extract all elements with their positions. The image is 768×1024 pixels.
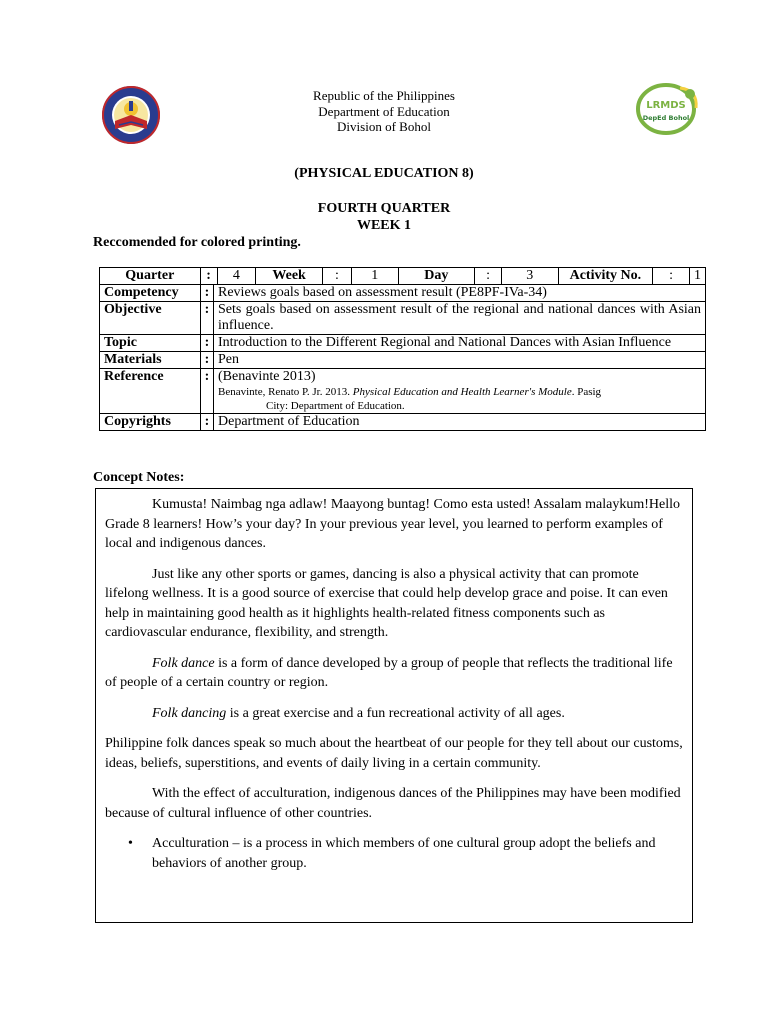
objective-row bbox=[100, 302, 706, 335]
week-label: Week bbox=[256, 268, 323, 284]
subject-title: (PHYSICAL EDUCATION 8) bbox=[294, 166, 474, 181]
objective-colon: : bbox=[201, 302, 214, 335]
activity-colon: : bbox=[653, 268, 690, 284]
quarter-label: Quarter bbox=[100, 268, 200, 284]
week-value: 1 bbox=[351, 268, 398, 284]
header-republic: Republic of the Philippines bbox=[313, 88, 455, 103]
folk-dance-definition: is a form of dance developed by a group of people that reflects the traditional life of people of a certain country or region. bbox=[105, 655, 673, 690]
activity-value: 1 bbox=[694, 268, 701, 283]
reference-detail-city: City: Department of Education. bbox=[266, 400, 405, 412]
quarter-title-block bbox=[234, 200, 534, 234]
topic-label: Topic bbox=[100, 335, 201, 352]
copyrights-value: Department of Education bbox=[214, 414, 706, 431]
lrmds-logo-subtext: DepEd Bohol bbox=[642, 114, 690, 122]
materials-label: Materials bbox=[100, 352, 201, 369]
competency-row bbox=[100, 285, 706, 302]
materials-row bbox=[100, 352, 706, 369]
day-colon: : bbox=[475, 268, 502, 284]
reference-value: (Benavinte 2013) bbox=[218, 369, 316, 384]
concept-notes-heading: Concept Notes: bbox=[93, 470, 185, 485]
notes-bullet-list bbox=[105, 834, 683, 873]
bullet-icon: • bbox=[128, 836, 133, 851]
acculturation-definition: Acculturation – is a process in which members of one cultural group adopt the beliefs and behaviors of another group. bbox=[152, 836, 656, 871]
reference-detail-title: Physical Education and Health Learner's Module bbox=[352, 386, 572, 398]
competency-value: Reviews goals based on assessment result (PE8PF-IVa-34) bbox=[214, 285, 706, 302]
header-division: Division of Bohol bbox=[337, 119, 431, 134]
notes-paragraph-acculturation-effect: With the effect of acculturation, indigenous dances of the Philippines may have been modified because of cultural influence of other countries. bbox=[105, 786, 681, 821]
list-item bbox=[105, 834, 683, 873]
materials-colon: : bbox=[201, 352, 214, 369]
quarter-title: FOURTH QUARTER bbox=[317, 201, 451, 216]
activity-label: Activity No. bbox=[558, 268, 653, 284]
reference-cell bbox=[214, 369, 706, 414]
notes-paragraph-wellness: Just like any other sports or games, dancing is also a physical activity that can promote lifelong wellness. It is a good source of exercise that could help develop grace and poise. It can even help in maintaining good health as it highlights health-related fitness components such as cardiovascular endurance, flexibility, and strength. bbox=[105, 566, 668, 640]
topic-colon: : bbox=[201, 335, 214, 352]
folk-dance-term: Folk dance bbox=[152, 655, 215, 671]
lrmds-logo-text: LRMDS bbox=[646, 100, 686, 111]
copyrights-colon: : bbox=[201, 414, 214, 431]
print-note: Reccomended for colored printing. bbox=[93, 235, 301, 250]
week-colon: : bbox=[323, 268, 352, 284]
quarter-row bbox=[100, 268, 706, 285]
notes-paragraph-folk-dance bbox=[105, 654, 683, 693]
reference-row bbox=[100, 369, 706, 414]
reference-detail-publisher: . Pasig bbox=[571, 386, 602, 398]
folk-dancing-term: Folk dancing bbox=[152, 705, 227, 721]
copyrights-label: Copyrights bbox=[100, 414, 201, 431]
lrmds-logo-icon bbox=[632, 78, 704, 138]
day-label: Day bbox=[398, 268, 475, 284]
reference-detail bbox=[218, 385, 701, 413]
quarter-value: 4 bbox=[217, 268, 256, 284]
objective-value: Sets goals based on assessment result of the regional and national dances with Asian influence. bbox=[214, 302, 706, 335]
header-block bbox=[234, 88, 534, 135]
reference-label: Reference bbox=[100, 369, 201, 414]
materials-value: Pen bbox=[214, 352, 706, 369]
topic-row bbox=[100, 335, 706, 352]
week-title: WEEK 1 bbox=[356, 218, 412, 233]
topic-value: Introduction to the Different Regional and National Dances with Asian Influence bbox=[214, 335, 706, 352]
copyrights-row bbox=[100, 414, 706, 431]
quarter-colon: : bbox=[200, 268, 217, 284]
notes-paragraph-folk-dancing bbox=[105, 704, 683, 724]
folk-dancing-definition: is a great exercise and a fun recreational activity of all ages. bbox=[226, 705, 565, 721]
notes-paragraph-greeting: Kumusta! Naimbag nga adlaw! Maayong buntag! Como esta usted! Assalam malaykum!Hello Grade 8 learners! How’s your day? In your previous year level, you learned to perform examples of local and indigenous dances. bbox=[105, 497, 680, 551]
day-value: 3 bbox=[501, 268, 558, 284]
activity-info-table bbox=[99, 267, 706, 431]
objective-label: Objective bbox=[100, 302, 201, 335]
deped-seal-icon bbox=[101, 85, 161, 145]
competency-colon: : bbox=[201, 285, 214, 302]
quarter-subtable bbox=[100, 268, 705, 284]
header-department: Department of Education bbox=[318, 103, 450, 119]
reference-colon: : bbox=[201, 369, 214, 414]
reference-detail-author: Benavinte, Renato P. Jr. 2013. bbox=[218, 386, 353, 398]
competency-label: Competency bbox=[100, 285, 201, 302]
concept-notes-box bbox=[95, 488, 693, 923]
notes-paragraph-philippine-dances: Philippine folk dances speak so much about the heartbeat of our people for they tell about our customs, ideas, beliefs, superstitions, and events of daily living in a certain community. bbox=[105, 736, 683, 771]
